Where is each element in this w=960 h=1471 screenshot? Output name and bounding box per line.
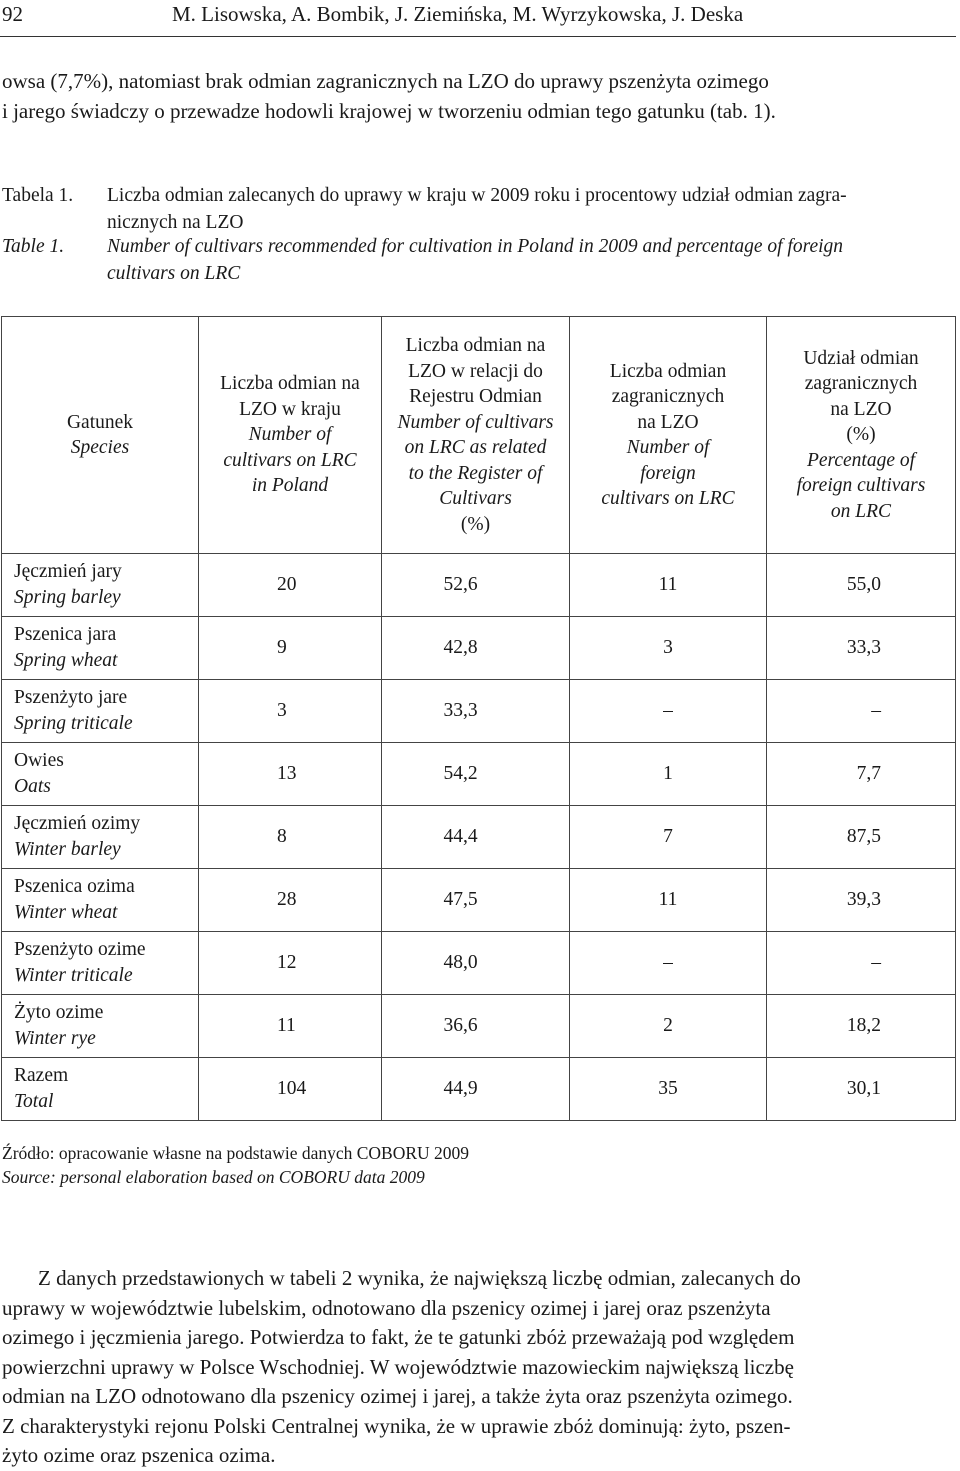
table-source-note: [2, 1141, 469, 1189]
table-label-polish: Tabela 1.: [2, 185, 74, 206]
species-name-polish: Pszenżyto jare: [14, 687, 128, 708]
body-line: Z danych przedstawionych w tabeli 2 wynika, że największą liczbę odmian, zalecanych do: [38, 1266, 801, 1290]
intro-line: i jarego świadczy o przewadze hodowli krajowej w tworzeniu odmian tego gatunku (tab. 1).: [2, 99, 776, 123]
species-cell: [2, 806, 199, 869]
column-header-line: Number of cultivars: [397, 411, 554, 433]
species-name-polish: Jęczmień jary: [14, 561, 122, 582]
value-cell: 3: [199, 680, 382, 743]
column-header-line: Number of: [626, 437, 710, 458]
intro-line: owsa (7,7%), natomiast brak odmian zagranicznych na LZO do uprawy pszenżyta ozimego: [2, 69, 769, 93]
value-cell: 28: [199, 869, 382, 932]
column-header-line: Percentage of: [806, 449, 916, 471]
species-name-english: Oats: [14, 776, 51, 797]
table-row: [2, 806, 956, 869]
column-header: [570, 317, 767, 554]
value-cell: 47,5: [382, 869, 570, 932]
table-row: [2, 743, 956, 806]
value-cell: 20: [199, 554, 382, 617]
running-header-authors: M. Lisowska, A. Bombik, J. Ziemińska, M. Wyrzykowska, J. Deska: [172, 2, 744, 26]
caption-line: cultivars on LRC: [107, 263, 241, 284]
column-header-line: Liczba odmian na: [220, 373, 360, 395]
column-header-line: Cultivars: [439, 488, 512, 509]
body-line: uprawy w województwie lubelskim, odnotowano dla pszenicy ozimej i jarej oraz pszenżyta: [2, 1295, 771, 1320]
species-name-polish: Pszenżyto ozime: [14, 939, 146, 960]
table-row: [2, 617, 956, 680]
value-cell: 3: [570, 617, 767, 680]
column-header-line: foreign cultivars: [796, 475, 926, 497]
table-body: [2, 554, 956, 1121]
body-line: żyto ozime oraz pszenica ozima.: [2, 1443, 276, 1467]
body-line: powierzchni uprawy w Polsce Wschodniej. W województwie mazowieckim największą liczbę: [2, 1354, 794, 1379]
table-row: [2, 995, 956, 1058]
column-header: [2, 317, 199, 554]
species-cell: [2, 554, 199, 617]
value-cell: 87,5: [767, 806, 956, 869]
value-cell: 11: [199, 995, 382, 1058]
species-name-polish: Owies: [14, 750, 64, 771]
body-line: odmian na LZO odnotowano dla pszenicy ozimej i jarej, a także żyta oraz pszenżyta ozimego.: [2, 1384, 793, 1408]
value-cell: 18,2: [767, 995, 956, 1058]
value-cell: 52,6: [382, 554, 570, 617]
column-header-line: on LRC as related: [404, 437, 547, 458]
column-header: [199, 317, 382, 554]
species-name-polish: Pszenica ozima: [14, 876, 135, 897]
value-cell: 13: [199, 743, 382, 806]
body-line: Z charakterystyki rejonu Polski Centralnej wynika, że w uprawie zbóż dominują: żyto, pszen-: [2, 1413, 791, 1438]
species-name-english: Winter triticale: [14, 965, 133, 986]
column-header-line: on LRC: [830, 500, 892, 522]
column-header-line: zagranicznych: [611, 386, 725, 407]
table-row: [2, 554, 956, 617]
species-name-english: Total: [14, 1091, 54, 1112]
table-label-english: Table 1.: [2, 236, 65, 257]
column-header-line: LZO w relacji do: [408, 360, 543, 382]
value-cell: 7: [570, 806, 767, 869]
column-header-line: LZO w kraju: [239, 398, 341, 420]
column-header-line: Liczba odmian na: [405, 335, 546, 356]
value-cell: 33,3: [767, 617, 956, 680]
species-cell: [2, 932, 199, 995]
column-header-line: zagranicznych: [804, 373, 918, 395]
value-cell: 36,6: [382, 995, 570, 1058]
value-cell: –: [767, 932, 956, 995]
table-row: [2, 869, 956, 932]
value-cell: 11: [570, 554, 767, 617]
column-header-line: cultivars on LRC: [601, 488, 735, 509]
table-row: [2, 932, 956, 995]
value-cell: 33,3: [382, 680, 570, 743]
value-cell: 1: [570, 743, 767, 806]
value-cell: –: [570, 680, 767, 743]
species-cell: [2, 680, 199, 743]
species-cell: [2, 1058, 199, 1121]
value-cell: 30,1: [767, 1058, 956, 1121]
species-name-english: Spring barley: [14, 587, 121, 608]
column-header-line: (%): [846, 424, 876, 446]
species-name-polish: Pszenica jara: [14, 624, 117, 645]
column-header-line: na LZO: [830, 398, 892, 420]
value-cell: –: [767, 680, 956, 743]
running-header: [0, 0, 956, 37]
column-header-line: Liczba odmian: [609, 360, 727, 382]
value-cell: 9: [199, 617, 382, 680]
value-cell: 44,4: [382, 806, 570, 869]
cultivars-table: [1, 316, 956, 1121]
column-header-line: foreign: [640, 462, 696, 484]
value-cell: 55,0: [767, 554, 956, 617]
body-line: ozimego i jęczmienia jarego. Potwierdza to fakt, że te gatunki zbóż przeważają pod względem: [2, 1325, 795, 1349]
species-cell: [2, 995, 199, 1058]
value-cell: 2: [570, 995, 767, 1058]
value-cell: 7,7: [767, 743, 956, 806]
column-header-line: cultivars on LRC: [223, 449, 357, 471]
species-name-polish: Żyto ozime: [14, 1002, 104, 1023]
column-header-line: in Poland: [251, 475, 329, 497]
value-cell: 35: [570, 1058, 767, 1121]
value-cell: 42,8: [382, 617, 570, 680]
column-header-line: Rejestru Odmian: [409, 386, 542, 407]
value-cell: 44,9: [382, 1058, 570, 1121]
species-name-english: Winter wheat: [14, 902, 118, 923]
value-cell: 39,3: [767, 869, 956, 932]
source-polish: Źródło: opracowanie własne na podstawie danych COBORU 2009: [2, 1143, 470, 1163]
species-name-polish: Razem: [14, 1065, 69, 1086]
caption-line: nicznych na LZO: [107, 212, 244, 233]
column-header: [382, 317, 570, 554]
value-cell: 11: [570, 869, 767, 932]
intro-paragraph: [2, 66, 956, 126]
caption-line: Number of cultivars recommended for cultivation in Poland in 2009 and percentage of foreign: [107, 236, 844, 257]
column-header-line: (%): [460, 513, 491, 535]
value-cell: 12: [199, 932, 382, 995]
species-cell: [2, 617, 199, 680]
value-cell: 48,0: [382, 932, 570, 995]
table-row: [2, 680, 956, 743]
species-name-english: Winter barley: [14, 839, 121, 860]
species-name-english: Spring wheat: [14, 650, 118, 671]
table-row: [2, 1058, 956, 1121]
column-header-line: Species: [70, 437, 130, 458]
value-cell: 54,2: [382, 743, 570, 806]
table-header-row: [2, 317, 956, 554]
species-cell: [2, 743, 199, 806]
species-name-english: Spring triticale: [14, 713, 133, 734]
value-cell: –: [570, 932, 767, 995]
column-header-line: na LZO: [637, 411, 699, 433]
species-name-english: Winter rye: [14, 1028, 96, 1049]
caption-line: Liczba odmian zalecanych do uprawy w kraju w 2009 roku i procentowy udział odmian zagra-: [107, 185, 847, 206]
value-cell: 104: [199, 1058, 382, 1121]
species-name-polish: Jęczmień ozimy: [14, 813, 141, 834]
source-english: Source: personal elaboration based on COBORU data 2009: [2, 1167, 425, 1187]
column-header: [767, 317, 956, 554]
column-header-line: Number of: [248, 424, 332, 446]
column-header-line: Udział odmian: [803, 347, 919, 369]
column-header-line: to the Register of: [408, 462, 543, 484]
column-header-line: Gatunek: [66, 411, 134, 433]
value-cell: 8: [199, 806, 382, 869]
species-cell: [2, 869, 199, 932]
page-number: 92: [2, 2, 23, 26]
body-paragraph: [2, 1264, 956, 1471]
